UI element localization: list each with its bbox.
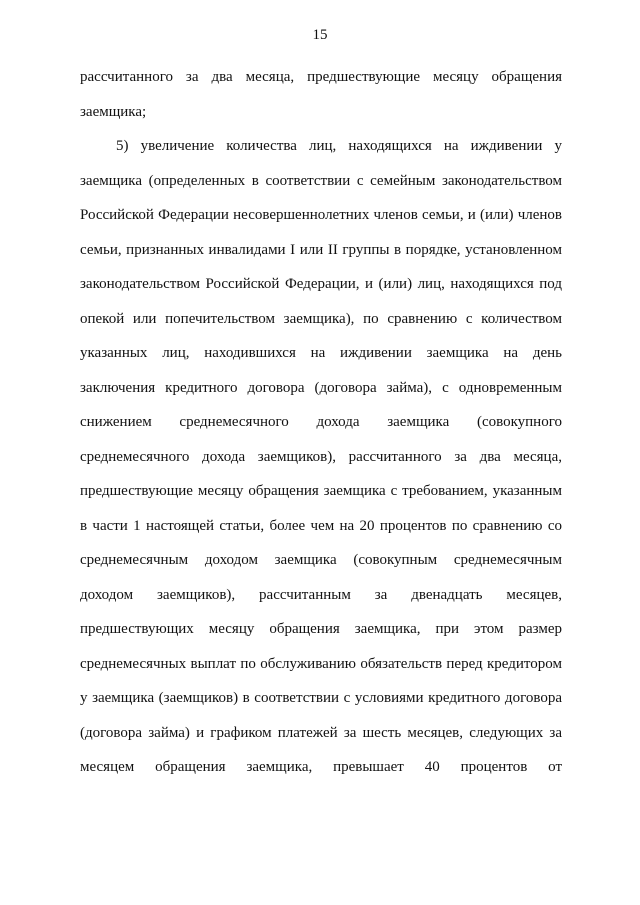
text-line: семьи, признанных инвалидами I или II группы в порядке, установленном (80, 241, 562, 258)
text-line: доходом заемщиков), рассчитанным за двенадцать месяцев, (80, 586, 562, 603)
text-line: среднемесячных выплат по обслуживанию обязательств перед кредитором (80, 655, 562, 672)
text-line: рассчитанного за два месяца, предшествующие месяцу обращения (80, 69, 562, 85)
text-line: среднемесячным доходом заемщика (совокупным среднемесячным (80, 552, 562, 568)
text-line: среднемесячного дохода заемщиков), рассчитанного за два месяца, (80, 448, 562, 465)
text-line: у заемщика (заемщиков) в соответствии с условиями кредитного договора (80, 690, 562, 706)
text-line: предшествующих месяцу обращения заемщика, при этом размер (80, 621, 562, 637)
page-number: 15 (312, 27, 328, 43)
text-line: законодательством Российской Федерации, и (или) лиц, находящихся под (80, 276, 562, 292)
text-line: заемщика (определенных в соответствии с семейным законодательством (80, 172, 562, 189)
text-line: опекой или попечительством заемщика), по сравнению с количеством (80, 310, 562, 327)
document-body (80, 60, 562, 785)
text-line: заемщика; (80, 103, 147, 120)
text-line: 5) увеличение количества лиц, находящихся на иждивении у (116, 138, 562, 154)
text-line: в части 1 настоящей статьи, более чем на 20 процентов по сравнению со (80, 517, 562, 534)
text-line: Российской Федерации несовершеннолетних членов семьи, и (или) членов (80, 207, 562, 223)
text-line: предшествующие месяцу обращения заемщика с требованием, указанным (80, 483, 562, 499)
text-line: снижением среднемесячного дохода заемщика (совокупного (80, 414, 562, 430)
text-line: (договора займа) и графиком платежей за шесть месяцев, следующих за (80, 724, 562, 741)
text-line: месяцем обращения заемщика, превышает 40 процентов от (80, 759, 562, 775)
text-line: указанных лиц, находившихся на иждивении заемщика на день (80, 345, 562, 361)
text-line: заключения кредитного договора (договора займа), с одновременным (80, 379, 562, 396)
